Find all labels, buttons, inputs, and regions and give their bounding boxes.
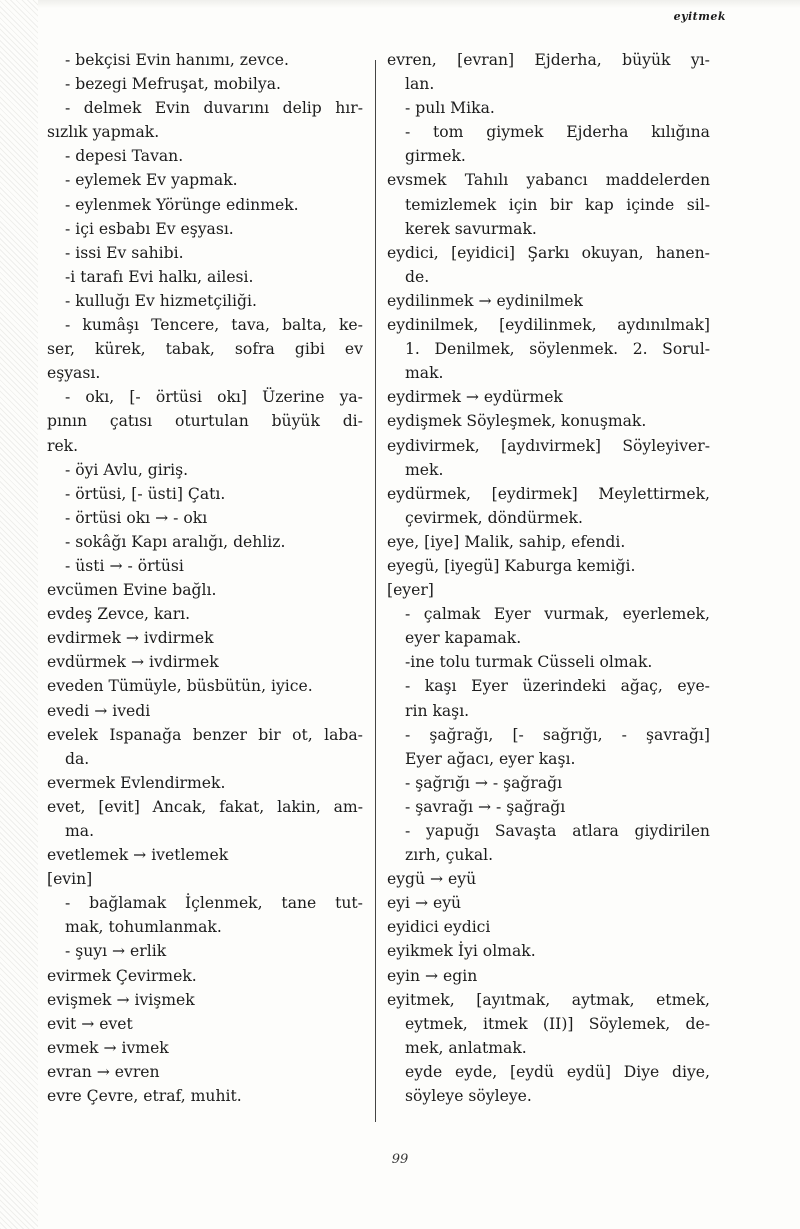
text-line: - sokâğı Kapı aralığı, dehliz. <box>65 532 286 551</box>
column-rule <box>375 60 376 1122</box>
text-line: eydivirmek, [aydıvirmek] Söyleyiver- <box>387 436 710 455</box>
text-line: çevirmek, döndürmek. <box>405 508 583 527</box>
text-line: - pulı Mika. <box>405 99 495 118</box>
text-line: eşyası. <box>47 364 101 383</box>
text-line: kerek savurmak. <box>405 219 537 238</box>
text-line: 1. Denilmek, söylenmek. 2. Sorul- <box>405 340 710 359</box>
scan-margin-texture <box>0 0 38 1229</box>
text-line: - kumâşı Tencere, tava, balta, ke- <box>65 316 363 335</box>
scan-top-edge <box>38 0 800 8</box>
text-line: eydişmek Söyleşmek, konuşmak. <box>387 412 647 431</box>
text-line: - yapuğı Savaşta atlara giydirilen <box>405 822 710 840</box>
text-line: eydirmek → eydürmek <box>387 388 563 407</box>
text-line: evetlemek → ivetlemek <box>47 846 229 865</box>
text-line: mek. <box>405 460 444 479</box>
text-line: -i tarafı Evi halkı, ailesi. <box>65 267 254 286</box>
text-line: mak. <box>405 364 444 383</box>
text-line: temizlemek için bir kap içinde sil- <box>405 195 710 214</box>
text-line: - bağlamak İçlenmek, tane tut- <box>65 894 363 913</box>
text-line: - tom giymek Ejderha kılığına <box>405 123 710 142</box>
text-line: - bekçisi Evin hanımı, zevce. <box>65 51 289 69</box>
text-line: evermek Evlendirmek. <box>47 773 226 792</box>
text-line: [evin] <box>47 870 93 889</box>
text-line: eyikmek İyi olmak. <box>387 942 536 961</box>
text-line: - bezegi Mefruşat, mobilya. <box>65 75 281 94</box>
text-line: evişmek → ivişmek <box>47 990 195 1009</box>
text-line: eyitmek, [ayıtmak, aytmak, etmek, <box>387 990 710 1009</box>
text-line: Eyer ağacı, eyer kaşı. <box>405 749 576 768</box>
text-line: evedi → ivedi <box>47 701 151 720</box>
text-line: - delmek Evin duvarını delip hır- <box>65 99 363 118</box>
text-line: - öyi Avlu, giriş. <box>65 460 189 479</box>
text-line: rin kaşı. <box>405 701 470 720</box>
running-head: eyitmek <box>673 10 726 23</box>
text-line: eyegü, [iyegü] Kaburga kemiği. <box>387 556 636 575</box>
text-line: eye, [iye] Malik, sahip, efendi. <box>387 532 626 551</box>
text-line: eydinilmek, [eydilinmek, aydınılmak] <box>387 316 710 335</box>
text-line: - örtüsi okı → - okı <box>65 508 208 527</box>
text-line: - eylenmek Yörünge edinmek. <box>65 195 299 214</box>
text-line: evsmek Tahılı yabancı maddelerden <box>387 171 710 190</box>
text-line: evirmek Çevirmek. <box>47 966 197 985</box>
text-line: pının çatısı oturtulan büyük di- <box>47 412 363 431</box>
text-line: - okı, [- örtüsi okı] Üzerine ya- <box>65 388 363 407</box>
text-line: ser, kürek, tabak, sofra gibi ev <box>47 340 363 359</box>
text-line: eyidici eydici <box>387 918 491 937</box>
text-line: da. <box>65 749 90 768</box>
page-number: 99 <box>391 1152 409 1167</box>
text-line: mak, tohumlanmak. <box>65 918 222 937</box>
text-line: evelek Ispanağa benzer bir ot, laba- <box>47 725 363 744</box>
text-line: sızlık yapmak. <box>47 123 160 142</box>
text-line: - örtüsi, [- üsti] Çatı. <box>65 484 226 503</box>
text-line: - çalmak Eyer vurmak, eyerlemek, <box>405 605 710 624</box>
text-line: eyde eyde, [eydü eydü] Diye diye, <box>405 1062 710 1081</box>
text-line: - şavrağı → - şağrağı <box>405 797 566 816</box>
text-line: eveden Tümüyle, büsbütün, iyice. <box>47 677 313 696</box>
text-line: [eyer] <box>387 581 434 600</box>
text-line: - kulluğı Ev hizmetçiliği. <box>65 291 257 310</box>
text-line: - içi esbabı Ev eşyası. <box>65 219 234 238</box>
text-line: eyi → eyü <box>387 894 462 913</box>
left-column <box>47 48 363 1108</box>
text-line: mek, anlatmak. <box>405 1038 527 1057</box>
text-line: eyin → egin <box>387 966 478 985</box>
text-line: evre Çevre, etraf, muhit. <box>47 1087 242 1106</box>
text-line: evdeş Zevce, karı. <box>47 605 191 624</box>
text-line: de. <box>405 267 430 286</box>
text-line: evet, [evit] Ancak, fakat, lakin, am- <box>47 797 363 816</box>
text-line: eydici, [eyidici] Şarkı okuyan, hanen- <box>387 243 710 262</box>
text-line: eydilinmek → eydinilmek <box>387 291 583 310</box>
text-line: eygü → eyü <box>387 870 477 889</box>
text-line: girmek. <box>405 147 466 166</box>
text-line: zırh, çukal. <box>405 846 494 865</box>
text-line: - issi Ev sahibi. <box>65 243 184 262</box>
text-line: -ine tolu turmak Cüsseli olmak. <box>405 653 653 672</box>
text-line: - kaşı Eyer üzerindeki ağaç, eye- <box>405 677 710 696</box>
text-line: evdürmek → ivdirmek <box>47 653 219 672</box>
text-line: - şağrağı, [- sağrığı, - şavrağı] <box>405 725 710 744</box>
text-line: - depesi Tavan. <box>65 147 184 166</box>
text-line: evren, [evran] Ejderha, büyük yı- <box>387 51 710 69</box>
text-line: rek. <box>47 436 79 455</box>
text-line: evdirmek → ivdirmek <box>47 629 214 648</box>
text-line: söyleye söyleye. <box>405 1087 532 1106</box>
text-line: - eylemek Ev yapmak. <box>65 171 238 190</box>
text-line: - şağrığı → - şağrağı <box>405 773 563 792</box>
text-line: evran → evren <box>47 1062 160 1081</box>
text-line: evmek → ivmek <box>47 1038 169 1057</box>
text-line: lan. <box>405 75 435 94</box>
text-line: evcümen Evine bağlı. <box>47 581 217 600</box>
text-line: - şuyı → erlik <box>65 942 167 961</box>
text-line: eytmek, itmek (II)] Söylemek, de- <box>405 1014 710 1033</box>
text-line: eyer kapamak. <box>405 629 522 648</box>
text-line: evit → evet <box>47 1014 133 1033</box>
text-line: - üsti → - örtüsi <box>65 556 184 575</box>
right-column <box>387 48 710 1108</box>
text-line: ma. <box>65 822 95 840</box>
text-line: eydürmek, [eydirmek] Meylettirmek, <box>387 484 710 503</box>
